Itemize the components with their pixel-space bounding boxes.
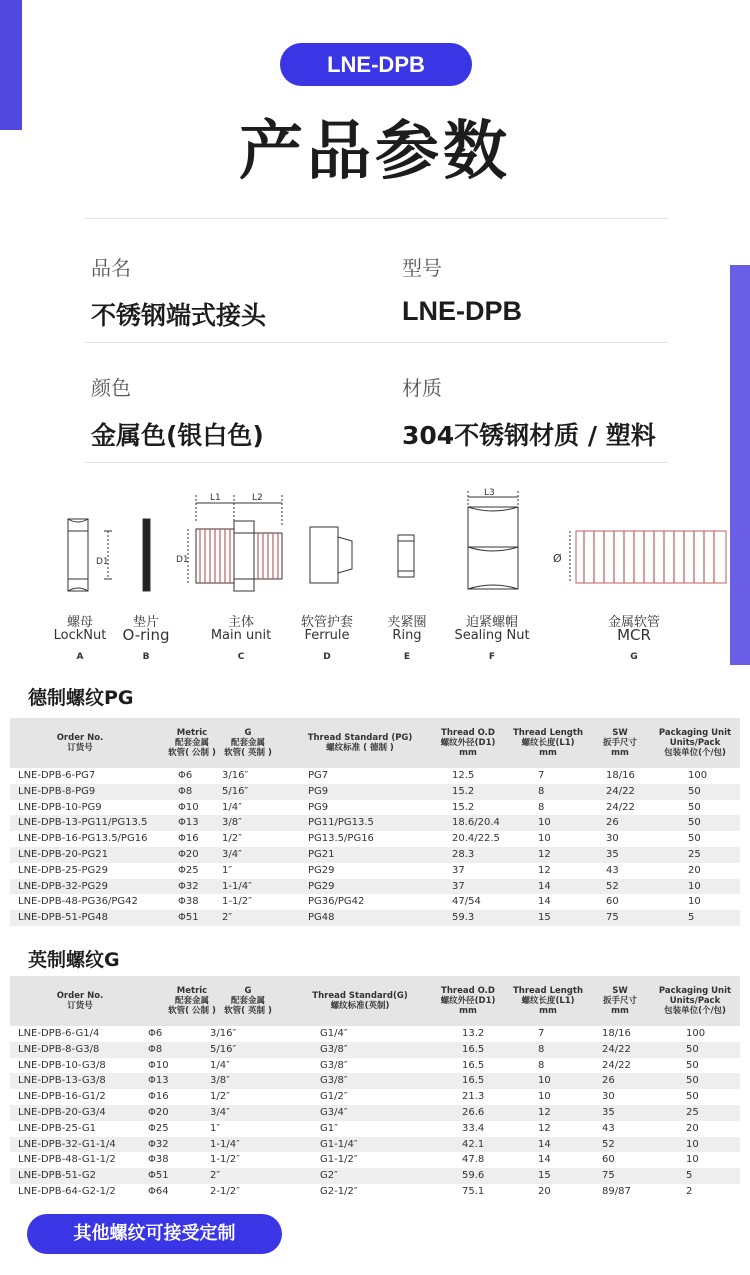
cell-thread-standard: G3/8″	[320, 1043, 348, 1055]
dim-l1: L1	[210, 493, 221, 503]
cell-thread-length: 12	[538, 1122, 551, 1134]
cell-metric: Φ10	[148, 1059, 169, 1071]
part-f-en: Sealing Nut	[454, 628, 530, 643]
cell-thread-standard: G1/2″	[320, 1091, 348, 1103]
cell-sw: 26	[606, 817, 619, 829]
column-header-thread-standard	[290, 718, 430, 768]
cell-sw: 75	[606, 912, 619, 924]
cell-g-size: 3/8″	[222, 817, 242, 829]
cell-pack-unit: 10	[688, 880, 701, 892]
cell-thread-od: 47.8	[462, 1154, 485, 1166]
g-spec-table	[10, 976, 740, 1200]
table-row	[10, 1026, 740, 1042]
cell-sw: 18/16	[602, 1028, 631, 1039]
cell-metric: Φ25	[178, 864, 199, 876]
column-header-en: Thread O.D	[441, 728, 495, 738]
mainunit-drawing	[188, 495, 282, 591]
cell-sw: 43	[602, 1122, 615, 1134]
spec-label-model: 型号	[402, 256, 442, 280]
column-header-en: Thread Length	[512, 728, 584, 738]
cell-thread-length: 12	[538, 1106, 551, 1118]
cell-pack-unit: 5	[686, 1170, 693, 1182]
cell-metric: Φ6	[148, 1028, 163, 1039]
cell-thread-length: 8	[538, 785, 545, 797]
cell-sw: 75	[602, 1170, 615, 1182]
oring-drawing	[143, 519, 150, 591]
column-header-en: Order No.	[56, 991, 104, 1001]
column-header-en: Thread Standard(G)	[312, 991, 408, 1001]
cell-metric: Φ13	[178, 817, 199, 829]
cell-thread-length: 8	[538, 1059, 545, 1071]
divider	[85, 218, 668, 219]
cell-metric: Φ16	[148, 1091, 169, 1103]
column-header-cn: 螺纹长度(L1) mm	[521, 738, 575, 758]
ring-drawing	[398, 535, 414, 577]
cell-thread-standard: G2″	[320, 1170, 338, 1182]
cell-pack-unit: 10	[688, 896, 701, 908]
cell-metric: Φ38	[148, 1154, 169, 1166]
cell-thread-length: 20	[538, 1185, 551, 1197]
cell-g-size: 2″	[222, 912, 233, 924]
cell-order-no: LNE-DPB-20-G3/4	[18, 1106, 106, 1118]
column-header-thread-length	[506, 718, 590, 768]
column-header-order-no	[10, 976, 150, 1026]
table-row	[10, 1137, 740, 1153]
column-header-cn: 配套金属 软管( 公制 )	[168, 996, 216, 1016]
table-header	[10, 976, 740, 1026]
cell-pack-unit: 20	[686, 1122, 699, 1134]
cell-metric: Φ10	[178, 801, 199, 813]
cell-order-no: LNE-DPB-10-G3/8	[18, 1059, 106, 1071]
cell-order-no: LNE-DPB-48-G1-1/2	[18, 1154, 116, 1166]
table-row	[10, 910, 740, 926]
cell-thread-standard: PG13.5/PG16	[308, 833, 374, 845]
cell-metric: Φ13	[148, 1075, 169, 1087]
column-header-en: Thread O.D	[441, 986, 495, 996]
spec-label-name: 品名	[91, 256, 131, 280]
part-b-letter: B	[142, 652, 150, 662]
cell-thread-od: 37	[452, 880, 465, 892]
cell-pack-unit: 50	[688, 833, 701, 845]
component-diagram	[0, 485, 750, 665]
cell-thread-od: 18.6/20.4	[452, 817, 500, 829]
cell-thread-od: 47/54	[452, 896, 481, 908]
conduit-drawing	[570, 531, 726, 583]
cell-pack-unit: 20	[688, 864, 701, 876]
cell-thread-length: 14	[538, 896, 551, 908]
section-title-g: 英制螺纹G	[28, 949, 120, 971]
part-b-cn: 垫片	[132, 615, 159, 630]
cell-order-no: LNE-DPB-32-G1-1/4	[18, 1138, 116, 1150]
column-header-thread-length	[506, 976, 590, 1026]
part-g-en: MCR	[617, 626, 651, 644]
spec-label-color: 颜色	[91, 376, 131, 400]
cell-thread-od: 21.3	[462, 1091, 485, 1103]
part-g-cn: 金属软管	[607, 615, 660, 630]
cell-thread-standard: PG48	[308, 912, 335, 924]
dim-l3: L3	[484, 488, 495, 498]
cell-order-no: LNE-DPB-25-G1	[18, 1122, 96, 1134]
table-row	[10, 1089, 740, 1105]
table-row	[10, 1105, 740, 1121]
cell-thread-standard: G1-1/4″	[320, 1138, 358, 1150]
part-e-cn: 夹紧圈	[387, 615, 427, 630]
table-row	[10, 831, 740, 847]
cell-thread-od: 26.6	[462, 1106, 485, 1118]
cell-g-size: 1/2″	[210, 1091, 230, 1103]
column-header-en: SW	[612, 986, 628, 996]
cell-g-size: 1-1/4″	[222, 880, 252, 892]
table-row	[10, 815, 740, 831]
cell-g-size: 1/4″	[210, 1059, 230, 1071]
cell-thread-standard: G3/8″	[320, 1059, 348, 1071]
cell-metric: Φ20	[148, 1106, 169, 1118]
column-header-cn: 螺纹标准 ( 德制 )	[326, 743, 394, 753]
table-row	[10, 784, 740, 800]
cell-pack-unit: 25	[686, 1106, 699, 1118]
column-header-cn: 订货号	[67, 743, 93, 753]
cell-metric: Φ16	[178, 833, 199, 845]
table-row	[10, 1168, 740, 1184]
cell-order-no: LNE-DPB-6-PG7	[18, 770, 96, 781]
cell-sw: 24/22	[602, 1043, 631, 1055]
part-c-en: Main unit	[210, 628, 272, 643]
table-row	[10, 1152, 740, 1168]
section-title-pg: 德制螺纹PG	[28, 687, 134, 709]
spec-value-model: LNE-DPB	[402, 296, 522, 326]
part-f-cn: 迫紧螺帽	[465, 615, 518, 630]
cell-pack-unit: 50	[686, 1091, 699, 1103]
cell-thread-standard: PG11/PG13.5	[308, 817, 374, 829]
cell-thread-od: 15.2	[452, 801, 475, 813]
cell-order-no: LNE-DPB-48-PG36/PG42	[18, 896, 138, 908]
cell-sw: 52	[606, 880, 619, 892]
cell-g-size: 1-1/2″	[210, 1154, 240, 1166]
column-header-sw	[590, 718, 650, 768]
cell-thread-standard: G3/4″	[320, 1106, 348, 1118]
cell-thread-length: 10	[538, 817, 551, 829]
spec-value-name: 不锈钢端式接头	[91, 301, 267, 330]
table-row	[10, 1042, 740, 1058]
cell-g-size: 2″	[210, 1170, 221, 1182]
cell-g-size: 1-1/4″	[210, 1138, 240, 1150]
column-header-en: Thread Standard (PG)	[307, 733, 413, 743]
cell-sw: 35	[606, 848, 619, 860]
column-header-en: Metric	[176, 986, 208, 996]
cell-thread-length: 14	[538, 1138, 551, 1150]
cell-thread-length: 8	[538, 1043, 545, 1055]
cell-pack-unit: 10	[686, 1154, 699, 1166]
cell-g-size: 1″	[222, 864, 233, 876]
dim-phi: Ø	[553, 552, 562, 565]
cell-thread-standard: PG29	[308, 880, 335, 892]
cell-metric: Φ20	[178, 848, 199, 860]
cell-thread-standard: PG36/PG42	[308, 896, 365, 908]
column-header-cn: 配套金属 软管( 公制 )	[168, 738, 216, 758]
column-header-pack-unit	[650, 976, 740, 1026]
cell-g-size: 5/16″	[210, 1043, 237, 1055]
cell-thread-standard: G2-1/2″	[320, 1185, 358, 1197]
cell-thread-standard: G1″	[320, 1122, 338, 1134]
cell-thread-od: 12.5	[452, 770, 475, 781]
part-d-letter: D	[323, 652, 331, 662]
cell-g-size: 3/4″	[210, 1106, 230, 1118]
table-header	[10, 718, 740, 768]
column-header-metric	[166, 718, 218, 768]
cell-metric: Φ8	[178, 785, 193, 797]
cell-thread-standard: G3/8″	[320, 1075, 348, 1087]
cell-metric: Φ25	[148, 1122, 169, 1134]
column-header-cn: 扳手尺寸 mm	[602, 738, 637, 758]
column-header-cn: 扳手尺寸 mm	[602, 996, 637, 1016]
cell-metric: Φ51	[148, 1170, 169, 1182]
cell-thread-length: 10	[538, 1091, 551, 1103]
column-header-cn: 包装单位(个/包)	[664, 748, 726, 758]
part-a-cn: 螺母	[66, 615, 93, 630]
cell-sw: 30	[602, 1091, 615, 1103]
cell-sw: 89/87	[602, 1185, 631, 1197]
custom-thread-note: 其他螺纹可接受定制	[27, 1214, 282, 1254]
column-header-en: SW	[612, 728, 628, 738]
cell-order-no: LNE-DPB-13-G3/8	[18, 1075, 106, 1087]
table-row	[10, 894, 740, 910]
table-row	[10, 1073, 740, 1089]
table-row	[10, 847, 740, 863]
cell-order-no: LNE-DPB-25-PG29	[18, 864, 109, 876]
cell-thread-standard: G1/4″	[320, 1028, 348, 1039]
column-header-cn: 螺纹长度(L1) mm	[521, 996, 575, 1016]
cell-pack-unit: 10	[686, 1138, 699, 1150]
column-header-metric	[166, 976, 218, 1026]
page-title: 产品参数	[239, 115, 511, 189]
column-header-en: Packaging Unit Units/Pack	[658, 986, 732, 1006]
cell-g-size: 3/8″	[210, 1075, 230, 1087]
column-header-cn: 配套金属 软管( 英制 )	[224, 996, 272, 1016]
column-header-thread-od	[430, 718, 506, 768]
part-b-en: O-ring	[122, 626, 170, 644]
column-header-g-size	[218, 976, 278, 1026]
cell-order-no: LNE-DPB-8-PG9	[18, 785, 96, 797]
column-header-en: Packaging Unit Units/Pack	[658, 728, 732, 748]
part-a-en: LockNut	[53, 628, 107, 643]
cell-thread-length: 14	[538, 1154, 551, 1166]
column-header-en: Order No.	[56, 733, 104, 743]
cell-pack-unit: 50	[688, 785, 701, 797]
part-c-letter: C	[237, 652, 245, 662]
dim-d1-a: D1	[96, 557, 109, 567]
cell-thread-standard: PG9	[308, 785, 329, 797]
column-header-en: G	[244, 728, 252, 738]
column-header-cn: 订货号	[67, 1001, 93, 1011]
cell-thread-length: 7	[538, 1028, 545, 1039]
cell-thread-length: 15	[538, 912, 551, 924]
cell-thread-od: 42.1	[462, 1138, 485, 1150]
part-e-letter: E	[403, 652, 411, 662]
cell-thread-od: 59.3	[452, 912, 475, 924]
cell-sw: 60	[602, 1154, 615, 1166]
cell-sw: 18/16	[606, 770, 635, 781]
cell-metric: Φ32	[148, 1138, 169, 1150]
table-row	[10, 1184, 740, 1200]
cell-metric: Φ38	[178, 896, 199, 908]
cell-g-size: 3/16″	[210, 1028, 237, 1039]
cell-sw: 30	[606, 833, 619, 845]
column-header-cn: 螺纹标准(英制)	[330, 1001, 390, 1011]
cell-pack-unit: 50	[688, 817, 701, 829]
cell-g-size: 1-1/2″	[222, 896, 252, 908]
part-e-en: Ring	[392, 628, 422, 643]
sealingnut-drawing	[468, 491, 518, 589]
column-header-pack-unit	[650, 718, 740, 768]
part-c-cn: 主体	[227, 615, 254, 630]
table-row	[10, 863, 740, 879]
part-a-letter: A	[76, 652, 84, 662]
cell-pack-unit: 100	[688, 770, 708, 781]
cell-order-no: LNE-DPB-13-PG11/PG13.5	[18, 817, 148, 829]
cell-thread-length: 14	[538, 880, 551, 892]
spec-value-material: 304不锈钢材质 / 塑料	[402, 421, 656, 450]
cell-g-size: 1″	[210, 1122, 221, 1134]
cell-metric: Φ51	[178, 912, 199, 924]
cell-pack-unit: 25	[688, 848, 701, 860]
cell-pack-unit: 100	[686, 1028, 706, 1039]
cell-thread-od: 37	[452, 864, 465, 876]
divider	[85, 462, 668, 463]
column-header-cn: 配套金属 软管( 英制 )	[224, 738, 272, 758]
cell-pack-unit: 50	[686, 1043, 699, 1055]
column-header-en: G	[244, 986, 252, 996]
model-pill: LNE-DPB	[280, 43, 472, 86]
part-d-cn: 软管护套	[300, 615, 353, 630]
column-header-en: Thread Length	[512, 986, 584, 996]
column-header-cn: 螺纹外径(D1) mm	[440, 996, 496, 1016]
cell-sw: 43	[606, 864, 619, 876]
cell-thread-length: 10	[538, 1075, 551, 1087]
cell-thread-od: 16.5	[462, 1043, 485, 1055]
cell-order-no: LNE-DPB-6-G1/4	[18, 1028, 100, 1039]
cell-g-size: 2-1/2″	[210, 1185, 240, 1197]
column-header-en: Metric	[176, 728, 208, 738]
cell-thread-length: 12	[538, 848, 551, 860]
part-f-letter: F	[488, 652, 496, 662]
cell-order-no: LNE-DPB-20-PG21	[18, 848, 109, 860]
dim-d1-c: D1	[176, 555, 189, 565]
cell-thread-od: 13.2	[462, 1028, 485, 1039]
cell-thread-od: 75.1	[462, 1185, 485, 1197]
cell-g-size: 1/2″	[222, 833, 242, 845]
cell-thread-standard: PG29	[308, 864, 335, 876]
cell-g-size: 3/4″	[222, 848, 242, 860]
cell-thread-length: 7	[538, 770, 545, 781]
cell-thread-standard: G1-1/2″	[320, 1154, 358, 1166]
cell-thread-length: 10	[538, 833, 551, 845]
column-header-cn: 包装单位(个/包)	[664, 1006, 726, 1016]
part-g-letter: G	[630, 652, 638, 662]
cell-thread-od: 15.2	[452, 785, 475, 797]
cell-metric: Φ6	[178, 770, 193, 781]
cell-sw: 24/22	[606, 801, 635, 813]
column-header-order-no	[10, 718, 150, 768]
column-header-g-size	[218, 718, 278, 768]
column-header-thread-standard	[290, 976, 430, 1026]
cell-thread-length: 8	[538, 801, 545, 813]
cell-thread-od: 59.6	[462, 1170, 485, 1182]
cell-thread-od: 33.4	[462, 1122, 485, 1134]
cell-order-no: LNE-DPB-10-PG9	[18, 801, 102, 813]
cell-metric: Φ8	[148, 1043, 163, 1055]
table-row	[10, 1058, 740, 1074]
cell-metric: Φ32	[178, 880, 199, 892]
column-header-thread-od	[430, 976, 506, 1026]
spec-label-material: 材质	[402, 376, 442, 400]
column-header-sw	[590, 976, 650, 1026]
table-row	[10, 1121, 740, 1137]
cell-order-no: LNE-DPB-8-G3/8	[18, 1043, 100, 1055]
cell-sw: 35	[602, 1106, 615, 1118]
cell-sw: 52	[602, 1138, 615, 1150]
cell-thread-standard: PG7	[308, 770, 329, 781]
cell-thread-od: 28.3	[452, 848, 475, 860]
cell-sw: 26	[602, 1075, 615, 1087]
part-d-en: Ferrule	[304, 628, 350, 643]
cell-thread-length: 12	[538, 864, 551, 876]
table-row	[10, 800, 740, 816]
table-row	[10, 768, 740, 784]
cell-thread-length: 15	[538, 1170, 551, 1182]
cell-pack-unit: 2	[686, 1185, 693, 1197]
cell-order-no: LNE-DPB-32-PG29	[18, 880, 109, 892]
cell-metric: Φ64	[148, 1185, 169, 1197]
cell-thread-od: 16.5	[462, 1075, 485, 1087]
cell-order-no: LNE-DPB-64-G2-1/2	[18, 1185, 116, 1197]
dim-l2: L2	[252, 493, 263, 503]
table-row	[10, 879, 740, 895]
cell-thread-standard: PG9	[308, 801, 329, 813]
cell-sw: 60	[606, 896, 619, 908]
cell-order-no: LNE-DPB-16-PG13.5/PG16	[18, 833, 148, 845]
cell-thread-standard: PG21	[308, 848, 335, 860]
cell-thread-od: 20.4/22.5	[452, 833, 500, 845]
cell-order-no: LNE-DPB-51-G2	[18, 1170, 96, 1182]
cell-g-size: 1/4″	[222, 801, 242, 813]
cell-pack-unit: 50	[686, 1059, 699, 1071]
cell-sw: 24/22	[602, 1059, 631, 1071]
ferrule-drawing	[310, 527, 352, 583]
column-header-cn: 螺纹外径(D1) mm	[440, 738, 496, 758]
cell-order-no: LNE-DPB-51-PG48	[18, 912, 109, 924]
cell-sw: 24/22	[606, 785, 635, 797]
pg-spec-table	[10, 718, 740, 926]
cell-g-size: 3/16″	[222, 770, 249, 781]
locknut-drawing	[68, 519, 112, 591]
cell-pack-unit: 5	[688, 912, 695, 924]
cell-order-no: LNE-DPB-16-G1/2	[18, 1091, 106, 1103]
cell-pack-unit: 50	[686, 1075, 699, 1087]
cell-thread-od: 16.5	[462, 1059, 485, 1071]
cell-pack-unit: 50	[688, 801, 701, 813]
cell-g-size: 5/16″	[222, 785, 249, 797]
divider	[85, 342, 668, 343]
spec-value-color: 金属色(银白色)	[91, 421, 264, 450]
